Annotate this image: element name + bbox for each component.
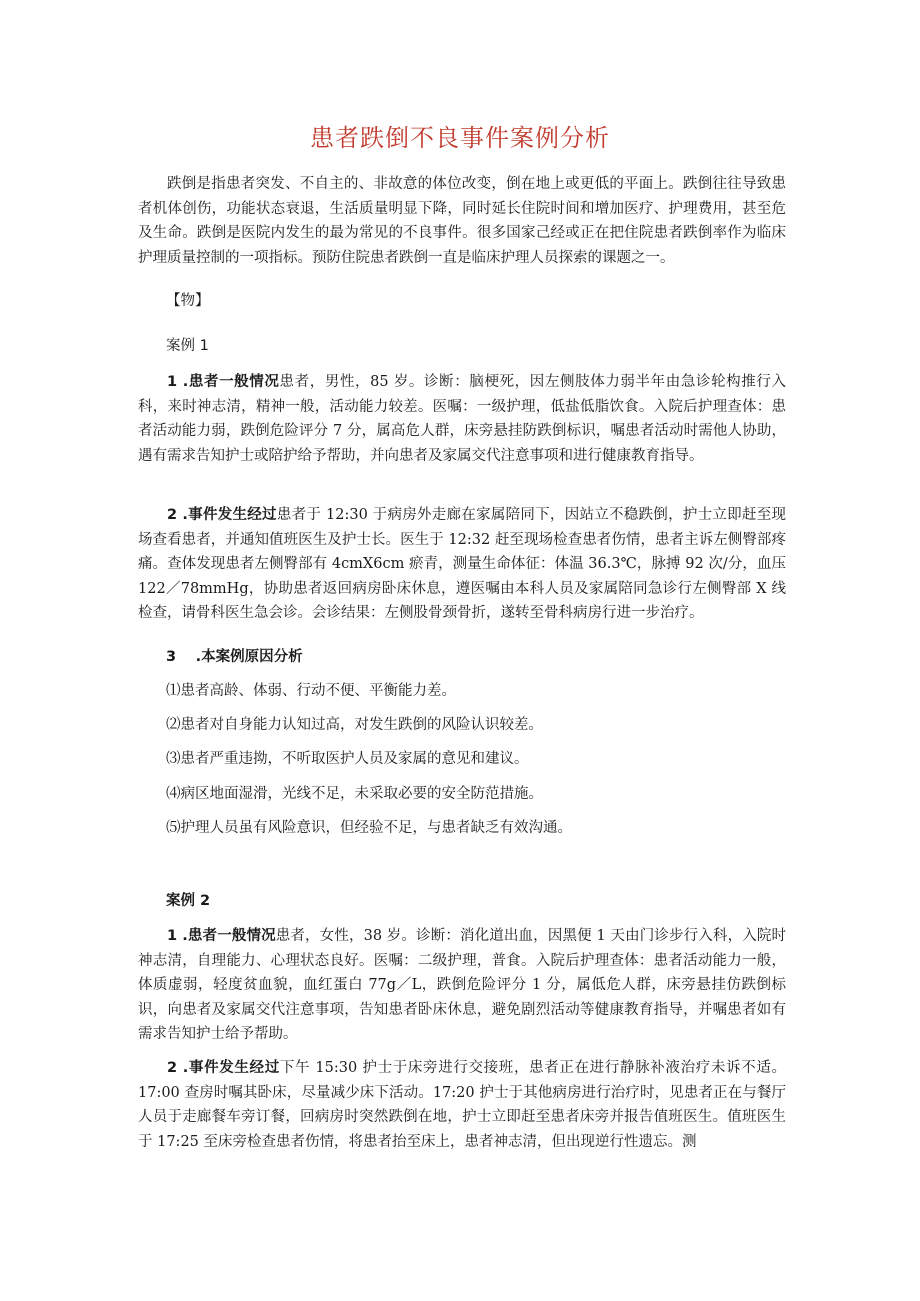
case1-general-info-lead: 1 .患者一般情况: [167, 374, 280, 390]
case2-general-info-text: 患者，女性，38 岁。诊断：消化道出血，因黑便 1 天由门诊步行入科，入院时神志清，自理能力、心理状态良好。医嘱：二级护理，普食。入院后护理查体：患者活动能力一般，体质虚弱，轻度贫血貌，血红蛋白 77g／L，跌倒危险评分 1 分，属低危人群，床旁悬挂仿跌倒标识，向患者及家属交代注意事项，告知患者卧床休息，避免剧烈活动等健康教育指导，并嘱患者如有需求告知护士给予帮助。: [138, 928, 786, 1042]
case1-cause-item: ⑸护理人员虽有风险意识，但经验不足，与患者缺乏有效沟通。: [166, 820, 572, 836]
case1-cause-heading: 3 .本案例原因分析: [166, 649, 303, 665]
case1-cause-item: ⑷病区地面湿滑，光线不足，未采取必要的安全防范措施。: [166, 786, 543, 802]
case1-general-info-text: 患者，男性，85 岁。诊断：脑梗死，因左侧肢体力弱半年由急诊轮构推行入科，来时神志清，精神一般，活动能力较差。医嘱：一级护理，低盐低脂饮食。入院后护理查体：患者活动能力弱，跌倒危险评分 7 分，属高危人群，床旁悬挂防跌倒标识，嘱患者活动时需他人协助，遇有需求告知护士或陪护给予帮助，并向患者及家属交代注意事项和进行健康教育指导。: [138, 374, 786, 464]
case1-cause-item: ⑵患者对自身能力认知过高，对发生跌倒的风险认识较差。: [166, 717, 543, 733]
case1-cause-item: ⑴患者高龄、体弱、行动不便、平衡能力差。: [166, 683, 456, 699]
case1-cause-item: ⑶患者严重违拗，不听取医护人员及家属的意见和建议。: [166, 751, 529, 767]
case1-event-process-lead: 2 .事件发生经过: [167, 507, 277, 523]
case2-event-process-text: 下午 15:30 护士于床旁进行交接班，患者正在进行静脉补液治疗未诉不适。17:00 查房时嘱其卧床，尽量减少床下活动。17:20 护士于其他病房进行治疗时，见患者正在与餐厅人员于走廊餐车旁订餐，回病房时突然跌倒在地，护士立即赶至患者床旁并报告值班医生。值班医生于 17:25 至床旁检查患者伤情，将患者抬至床上，患者神志清，但出现逆行性遗忘。测: [138, 1060, 786, 1150]
case2-event-process-lead: 2 .事件发生经过: [167, 1060, 280, 1076]
case2-general-info: [138, 924, 786, 1047]
case2-label: 案例 2: [166, 893, 211, 909]
case1-general-info: [138, 370, 786, 468]
document-title: 患者跌倒不良事件案例分析: [310, 124, 610, 152]
case2-event-process: [138, 1056, 786, 1154]
section-label: 【物】: [166, 293, 210, 309]
intro-paragraph: 跌倒是指患者突发、不自主的、非故意的体位改变，倒在地上或更低的平面上。跌倒往往导致患者机体创伤，功能状态衰退，生活质量明显下降，同时延长住院时间和增加医疗、护理费用，甚至危及生命。跌倒是医院内发生的最为常见的不良事件。很多国家己经或正在把住院患者跌倒率作为临床护理质量控制的一项指标。预防住院患者跌倒一直是临床护理人员探索的课题之一。: [138, 176, 786, 266]
case1-label: 案例 1: [166, 338, 209, 354]
case1-event-process-text: 患者于 12:30 于病房外走廊在家属陪同下，因站立不稳跌倒，护士立即赶至现场查看患者，并通知值班医生及护士长。医生于 12:32 赶至现场检查患者伤情，患者主诉左侧臀部疼痛。查体发现患者左侧臀部有 4cmX6cm 瘀青，测量生命体征：体温 36.3℃，脉搏 92 次/分，血压 122／78mmHg，协助患者返回病房卧床休息，遵医嘱由本科人员及家属陪同急诊行左侧臀部 X 线检查，请骨科医生急会诊。会诊结果：左侧股骨颈骨折，遂转至骨科病房行进一步治疗。: [138, 507, 786, 621]
case1-event-process: [138, 503, 786, 626]
case2-general-info-lead: 1 .患者一般情况: [167, 928, 276, 944]
